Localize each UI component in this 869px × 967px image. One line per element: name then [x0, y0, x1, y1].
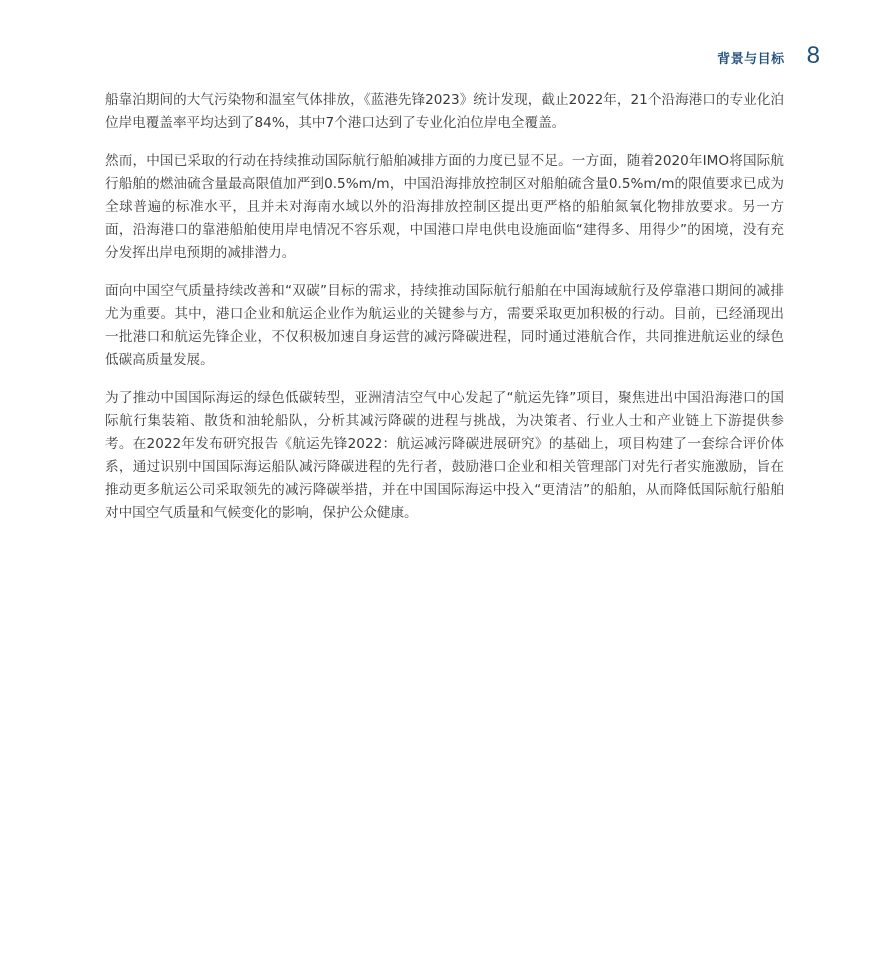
paragraph-2: 然而，中国已采取的行动在持续推动国际航行船舶减排方面的力度已显不足。一方面，随着2020年IMO将国际航行船舶的燃油硫含量最高限值加严到0.5%m/m，中国沿海排放控制区对船舶硫含量0.5%m/m的限值要求已成为全球普遍的标准水平，且并未对海南水域以外的沿海排放控制区提出更严格的船舶氮氧化物排放要求。另一方面，沿海港口的靠港船舶使用岸电情况不容乐观，中国港口岸电供电设施面临“建得多、用得少”的困境，没有充分发挥出岸电预期的减排潜力。 [105, 153, 784, 261]
paragraph-3: 面向中国空气质量持续改善和“双碳”目标的需求，持续推动国际航行船舶在中国海域航行及停靠港口期间的减排尤为重要。其中，港口企业和航运企业作为航运业的关键参与方，需要采取更加积极的行动。目前，已经涌现出一批港口和航运先锋企业，不仅积极加速自身运营的减污降碳进程，同时通过港航合作，共同推进航运业的绿色低碳高质量发展。 [105, 283, 784, 368]
section-title: 背景与目标 [717, 52, 785, 67]
body-text [105, 89, 784, 540]
page-header [717, 42, 820, 70]
paragraph-4: 为了推动中国国际海运的绿色低碳转型，亚洲清洁空气中心发起了“航运先锋”项目，聚焦进出中国沿海港口的国际航行集装箱、散货和油轮船队，分析其减污降碳的进程与挑战，为决策者、行业人士和产业链上下游提供参考。在2022年发布研究报告《航运先锋2022：航运减污降碳进展研究》的基础上，项目构建了一套综合评价体系，通过识别中国国际海运船队减污降碳进程的先行者，鼓励港口企业和相关管理部门对先行者实施激励，旨在推动更多航运公司采取领先的减污降碳举措，并在中国国际海运中投入“更清洁”的船舶，从而降低国际航行船舶对中国空气质量和气候变化的影响，保护公众健康。 [105, 390, 784, 521]
paragraph-1: 船靠泊期间的大气污染物和温室气体排放，《蓝港先锋2023》统计发现，截止2022年，21个沿海港口的专业化泊位岸电覆盖率平均达到了84%，其中7个港口达到了专业化泊位岸电全覆盖。 [105, 92, 784, 131]
page-number: 8 [806, 42, 820, 69]
